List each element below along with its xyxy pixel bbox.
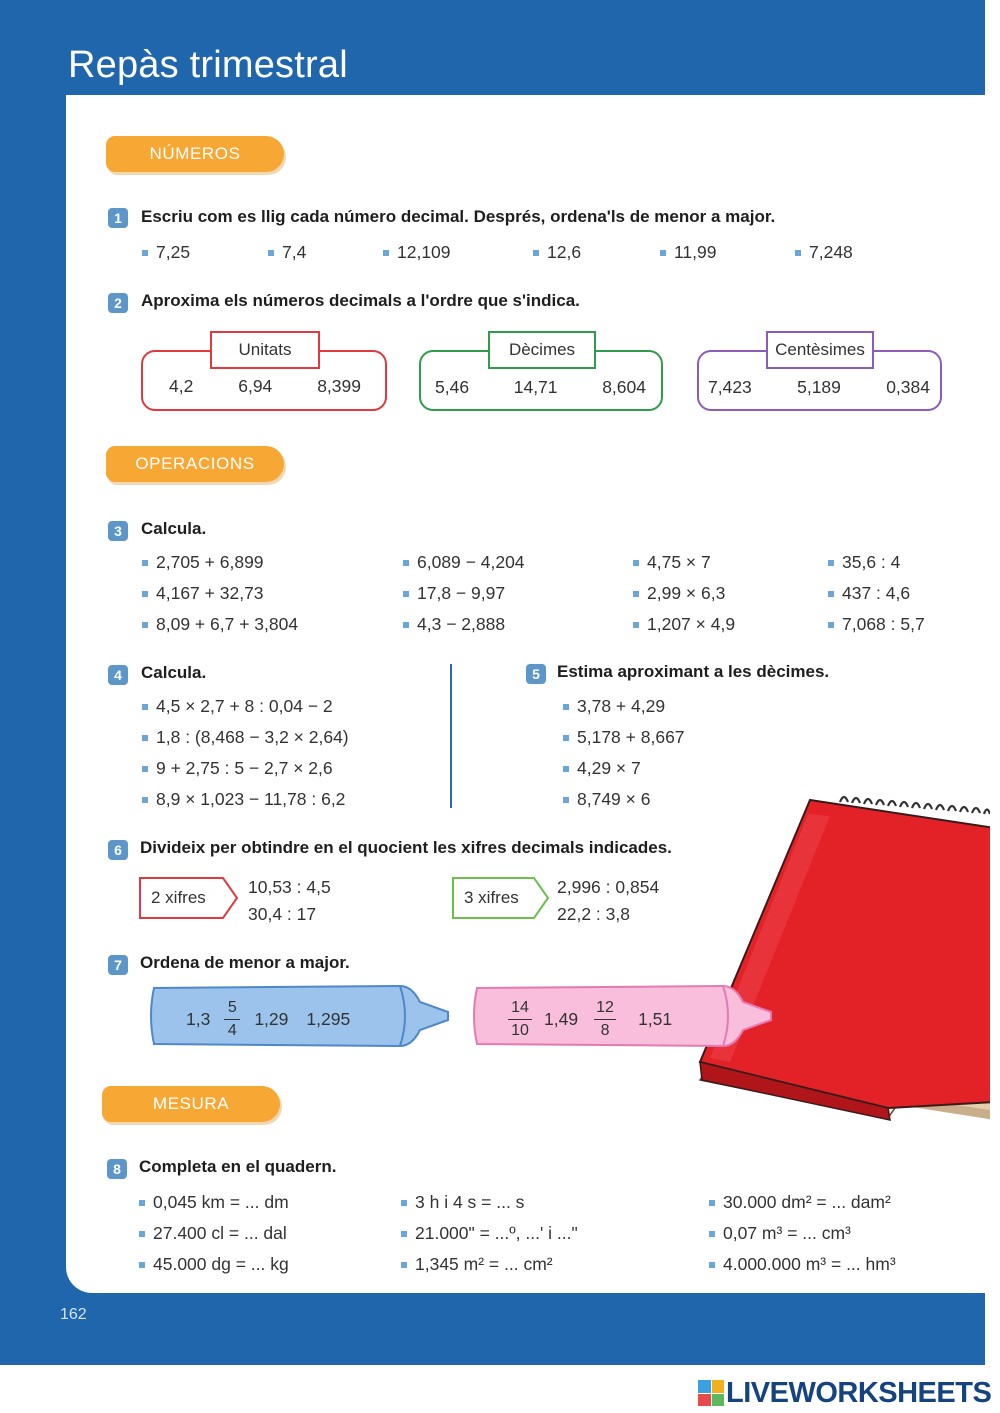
section-tab-operacions: OPERACIONS (106, 446, 284, 482)
bullet-icon (828, 560, 834, 566)
fraction: $\frac{14}{10}$ (508, 1000, 532, 1039)
ex8-item: 27.400 cl = ... dal (139, 1223, 287, 1244)
fraction: $\frac{12}{8}$ (594, 1000, 616, 1039)
ex3-item: 4,75 × 7 (633, 552, 711, 573)
bullet-icon (142, 735, 148, 741)
exercise-8-number: 8 (107, 1159, 127, 1179)
blue-marker-values: 1,3 $\frac{5}{4}$ 1,29 1,295 (186, 998, 351, 1039)
tag-3-xifres (452, 877, 550, 919)
ex4-item: 8,9 × 1,023 − 11,78 : 6,2 (142, 789, 345, 810)
bullet-icon (139, 1231, 145, 1237)
ex3-item: 437 : 4,6 (828, 583, 910, 604)
brand-text: LIVEWORKSHEETS (726, 1376, 992, 1409)
bullet-icon (142, 766, 148, 772)
bullet-icon (563, 797, 569, 803)
ex4-item: 4,5 × 2,7 + 8 : 0,04 − 2 (142, 696, 333, 717)
ex8-item: 4.000.000 m³ = ... hm³ (709, 1254, 896, 1275)
exercise-6-number: 6 (108, 840, 128, 860)
page-number: 162 (60, 1306, 87, 1323)
rounding-values-centesimes: 7,423 5,189 0,384 (708, 377, 930, 397)
ex5-item: 3,78 + 4,29 (563, 696, 665, 717)
exercise-7-number: 7 (108, 955, 128, 975)
rounding-label-decimes: Dècimes (488, 331, 596, 369)
exercise-2-instruction: Aproxima els números decimals a l'ordre que s'indica. (141, 291, 580, 310)
fraction-bar (224, 1019, 240, 1020)
bullet-icon (268, 250, 274, 256)
division-op: 10,53 : 4,5 (248, 877, 331, 897)
fraction: $\frac{5}{4}$ (224, 1000, 240, 1039)
notepad-illustration (690, 790, 990, 1130)
bullet-icon (709, 1231, 715, 1237)
ex3-item: 17,8 − 9,97 (403, 583, 505, 604)
bullet-icon (533, 250, 539, 256)
exercise-8-instruction: Completa en el quadern. (139, 1157, 337, 1176)
section-tab-mesura: MESURA (102, 1086, 280, 1122)
exercise-6-instruction: Divideix per obtindre en el quocient les xifres decimals indicades. (140, 838, 672, 857)
bullet-icon (142, 704, 148, 710)
bullet-icon (633, 591, 639, 597)
exercise-3-instruction: Calcula. (141, 519, 207, 538)
section-tab-numeros: NÚMEROS (106, 136, 284, 172)
bullet-icon (139, 1200, 145, 1206)
ex8-item: 30.000 dm² = ... dam² (709, 1192, 891, 1213)
ex3-item: 6,089 − 4,204 (403, 552, 525, 573)
ex3-item: 8,09 + 6,7 + 3,804 (142, 614, 298, 635)
ex3-item: 4,3 − 2,888 (403, 614, 505, 635)
bullet-icon (563, 704, 569, 710)
exercise-1-instruction: Escriu com es llig cada número decimal. Després, ordena'ls de menor a major. (141, 207, 776, 226)
page-title: Repàs trimestral (68, 44, 348, 86)
exercise-3-number: 3 (108, 521, 128, 541)
bullet-icon (709, 1200, 715, 1206)
bullet-icon (563, 766, 569, 772)
bullet-icon (401, 1262, 407, 1268)
rounding-label-centesimes: Centèsimes (766, 331, 874, 369)
ex1-item: 7,25 (142, 242, 190, 263)
ex1-item: 7,248 (795, 242, 853, 263)
exercise-2-number: 2 (108, 293, 128, 313)
fraction-bar (594, 1019, 616, 1020)
bullet-icon (401, 1200, 407, 1206)
tag-label: 2 xifres (151, 888, 206, 907)
brand-icon (698, 1380, 724, 1406)
bullet-icon (139, 1262, 145, 1268)
bullet-icon (142, 560, 148, 566)
ex8-item: 3 h i 4 s = ... s (401, 1192, 524, 1213)
brand-logo (698, 1376, 991, 1410)
ex8-item: 0,045 km = ... dm (139, 1192, 289, 1213)
bullet-icon (795, 250, 801, 256)
ex3-item: 2,99 × 6,3 (633, 583, 725, 604)
bullet-icon (142, 591, 148, 597)
tag-2-xifres (139, 877, 239, 919)
ex3-item: 4,167 + 32,73 (142, 583, 264, 604)
bullet-icon (633, 622, 639, 628)
ex3-item: 35,6 : 4 (828, 552, 900, 573)
ex5-item: 4,29 × 7 (563, 758, 641, 779)
bullet-icon (401, 1231, 407, 1237)
rounding-values-unitats: 4,2 6,94 8,399 (169, 376, 361, 396)
exercise-4-instruction: Calcula. (141, 663, 207, 682)
bullet-icon (403, 591, 409, 597)
bullet-icon (142, 622, 148, 628)
ex4-item: 9 + 2,75 : 5 − 2,7 × 2,6 (142, 758, 333, 779)
exercise-5-instruction: Estima aproximant a les dècimes. (557, 662, 830, 681)
exercise-7-instruction: Ordena de menor a major. (140, 953, 350, 972)
ex8-item: 21.000" = ...º, ...' i ..." (401, 1223, 578, 1244)
ex8-item: 0,07 m³ = ... cm³ (709, 1223, 851, 1244)
bullet-icon (660, 250, 666, 256)
tag-label: 3 xifres (464, 888, 519, 907)
rounding-values-decimes: 5,46 14,71 8,604 (435, 377, 646, 397)
bullet-icon (142, 797, 148, 803)
ex5-item: 8,749 × 6 (563, 789, 650, 810)
ex8-item: 45.000 dg = ... kg (139, 1254, 289, 1275)
ex1-item: 11,99 (660, 242, 717, 263)
ex3-item: 2,705 + 6,899 (142, 552, 264, 573)
exercise-4-number: 4 (108, 665, 128, 685)
division-op: 22,2 : 3,8 (557, 904, 630, 924)
bullet-icon (383, 250, 389, 256)
bullet-icon (709, 1262, 715, 1268)
bullet-icon (142, 250, 148, 256)
rounding-label-unitats: Unitats (210, 331, 320, 369)
ex1-item: 12,6 (533, 242, 581, 263)
pink-marker-values: $\frac{14}{10}$ 1,49 $\frac{12}{8}$ 1,51 (504, 999, 672, 1039)
exercise-1-number: 1 (108, 208, 128, 228)
column-divider (450, 664, 452, 808)
ex5-item: 5,178 + 8,667 (563, 727, 685, 748)
ex4-item: 1,8 : (8,468 − 3,2 × 2,64) (142, 727, 349, 748)
ex1-item: 7,4 (268, 242, 306, 263)
ex8-item: 1,345 m² = ... cm² (401, 1254, 553, 1275)
ex3-item: 1,207 × 4,9 (633, 614, 735, 635)
bullet-icon (828, 591, 834, 597)
bullet-icon (403, 560, 409, 566)
division-op: 30,4 : 17 (248, 904, 317, 924)
exercise-5-number: 5 (526, 664, 546, 684)
bullet-icon (633, 560, 639, 566)
division-op: 2,996 : 0,854 (557, 877, 660, 897)
bullet-icon (828, 622, 834, 628)
bullet-icon (403, 622, 409, 628)
bullet-icon (563, 735, 569, 741)
ex1-item: 12,109 (383, 242, 451, 263)
ex3-item: 7,068 : 5,7 (828, 614, 925, 635)
fraction-bar (508, 1019, 532, 1020)
